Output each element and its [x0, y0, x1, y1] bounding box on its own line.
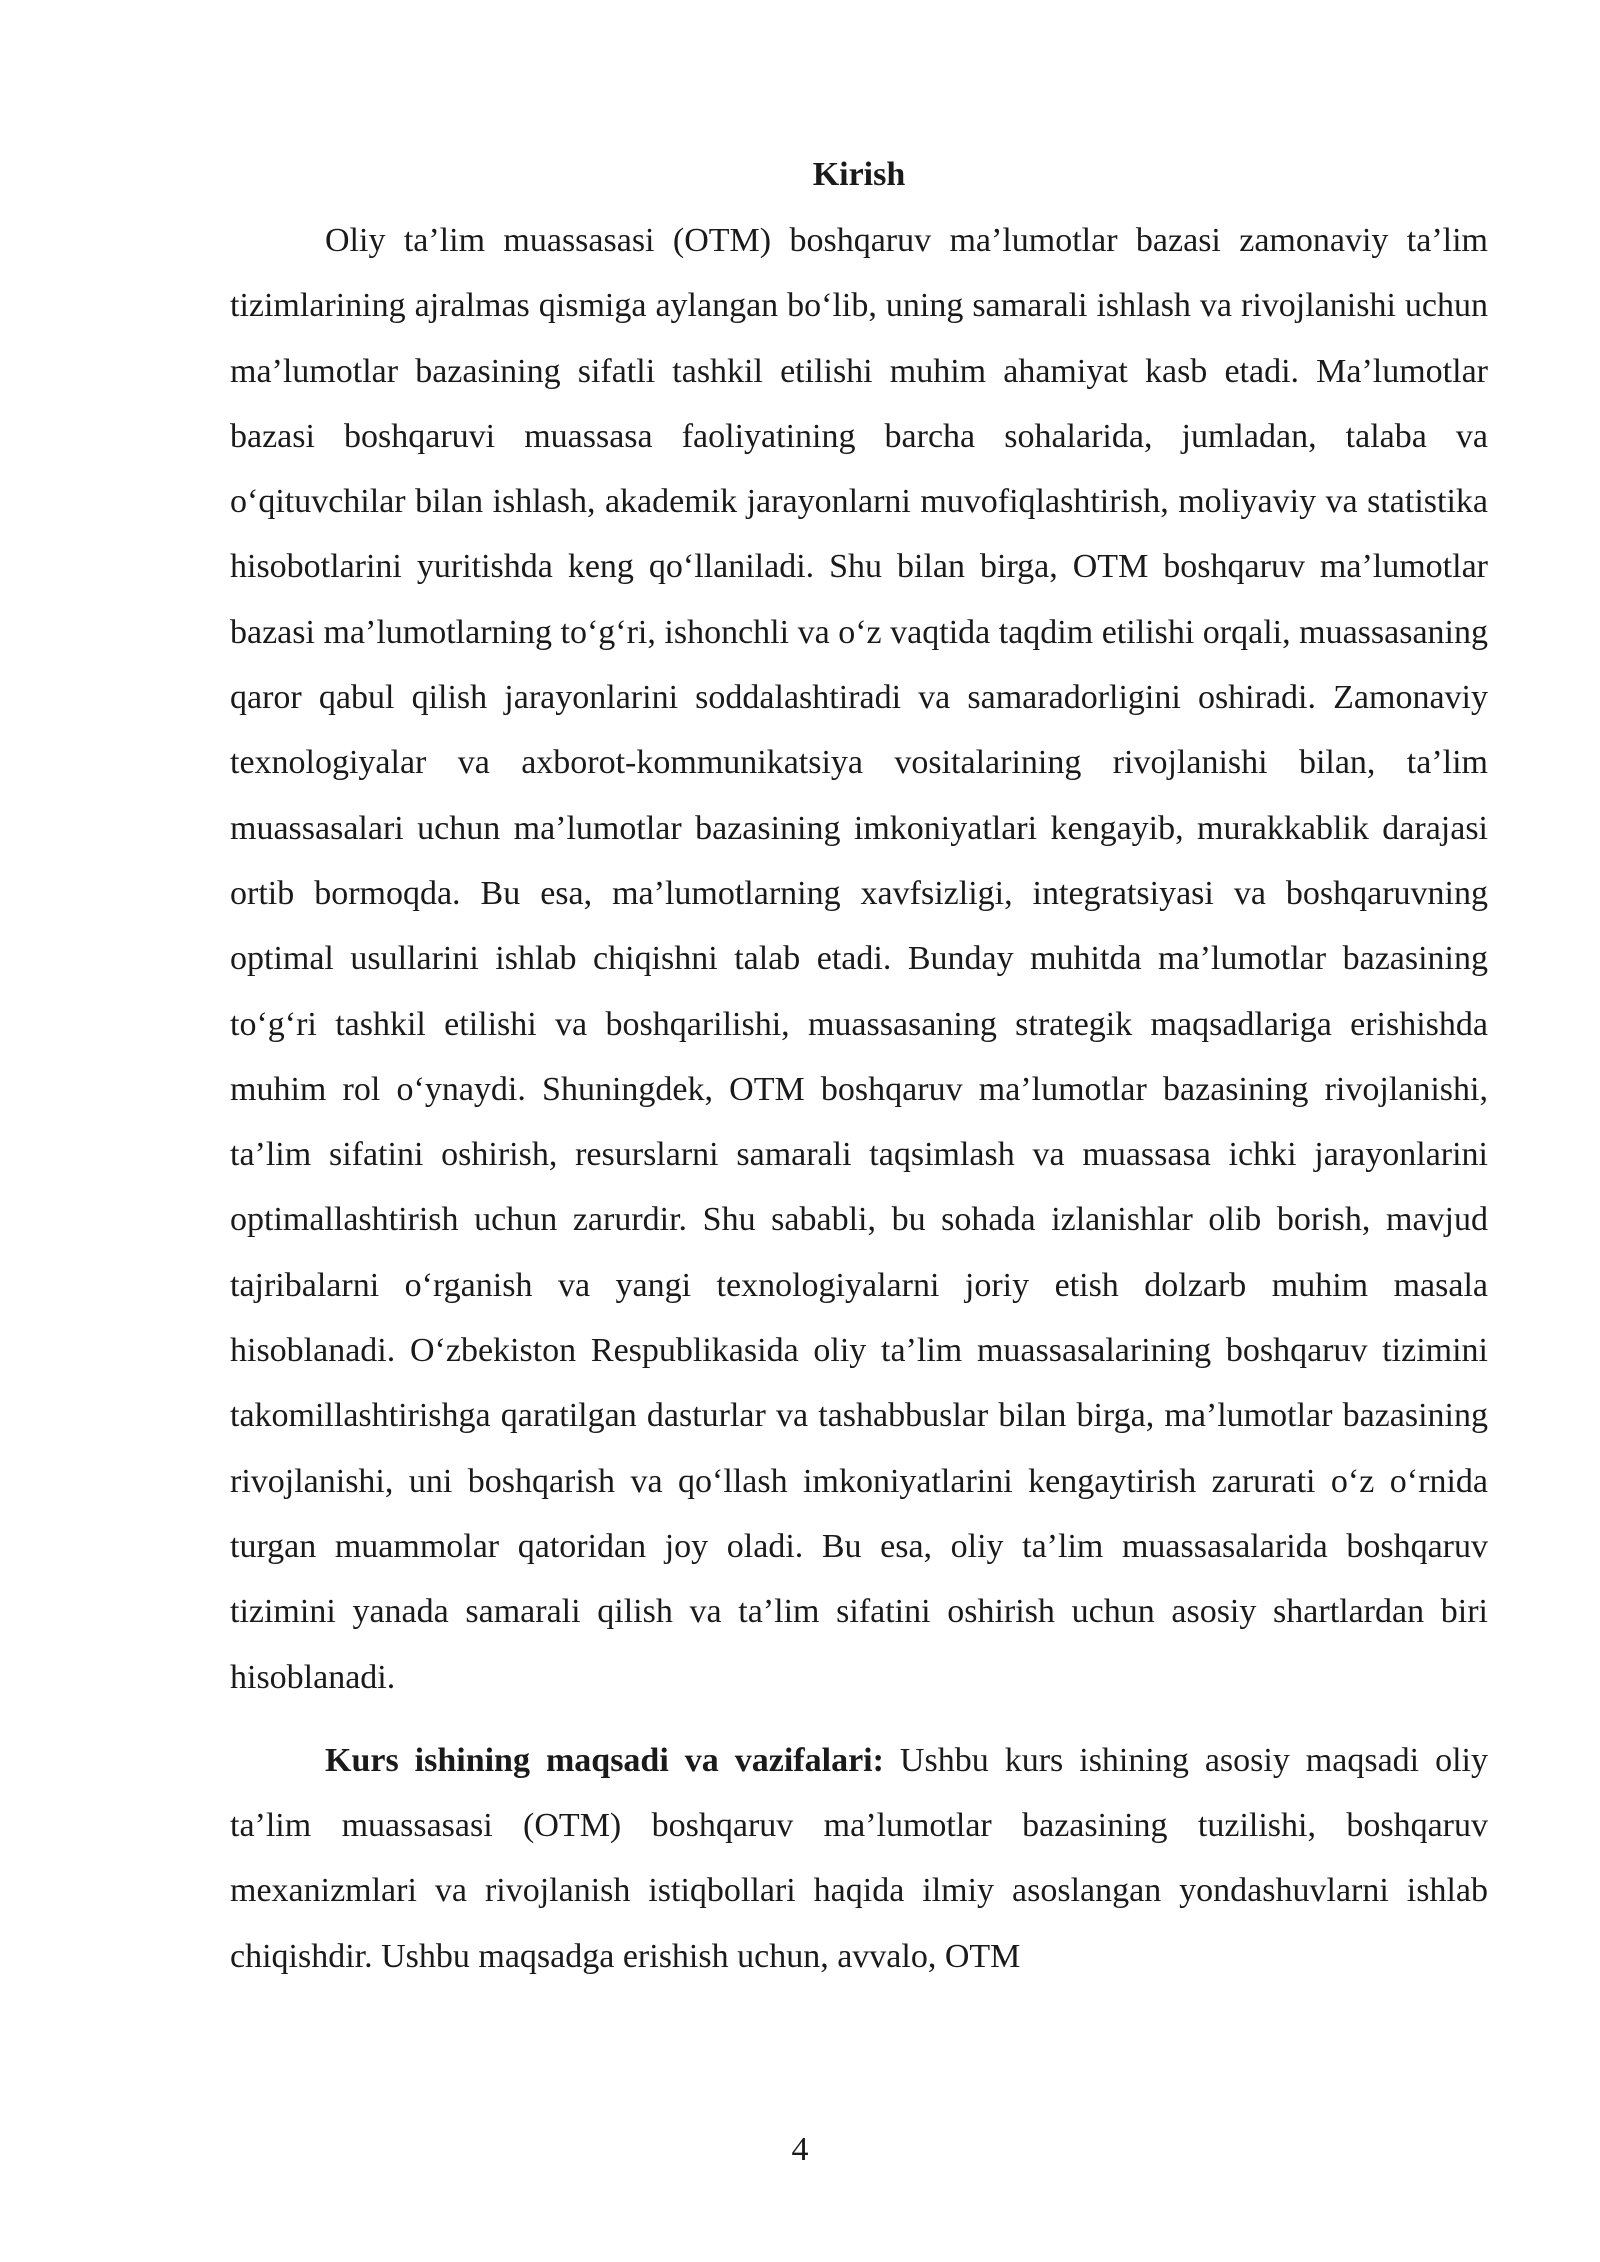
- goals-paragraph: [230, 1728, 1488, 1989]
- goals-paragraph-text: Ushbu kurs ishining asosiy maqsadi oliy ta’lim muassasasi (OTM) boshqaruv ma’lumotlar bazasining tuzilishi, boshqaruv mexanizmlari va rivojlanish istiqbollari haqida ilmiy asoslangan yondashuvlarni ishlab chiqishdir. Ushbu maqsadga erishish uchun, avvalo, OTM: [230, 1741, 1488, 1975]
- intro-paragraph-text: Oliy ta’lim muassasasi (OTM) boshqaruv ma’lumotlar bazasi zamonaviy ta’lim tizimlarining ajralmas qismiga aylangan bo‘lib, uning samarali ishlash va rivojlanishi uchun ma’lumotlar bazasining sifatli tashkil etilishi muhim ahamiyat kasb etadi. Ma’lumotlar bazasi boshqaruvi muassasa faoliyatining barcha sohalarida, jumladan, talaba va o‘qituvchilar bilan ishlash, akademik jarayonlarni muvofiqlashtirish, moliyaviy va statistika hisobotlarini yuritishda keng qo‘llaniladi. Shu bilan birga, OTM boshqaruv ma’lumotlar bazasi ma’lumotlarning to‘g‘ri, ishonchli va o‘z vaqtida taqdim etilishi orqali, muassasaning qaror qabul qilish jarayonlarini soddalashtiradi va samaradorligini oshiradi. Zamonaviy texnologiyalar va axborot-kommunikatsiya vositalarining rivojlanishi bilan, ta’lim muassasalari uchun ma’lumotlar bazasining imkoniyatlari kengayib, murakkablik darajasi ortib bormoqda. Bu esa, ma’lumotlarning xavfsizligi, integratsiyasi va boshqaruvning optimal usullarini ishlab chiqishni talab etadi. Bunday muhitda ma’lumotlar bazasining to‘g‘ri tashkil etilishi va boshqarilishi, muassasaning strategik maqsadlariga erishishda muhim rol o‘ynaydi. Shuningdek, OTM boshqaruv ma’lumotlar bazasining rivojlanishi, ta’lim sifatini oshirish, resurslarni samarali taqsimlash va muassasa ichki jarayonlarini optimallashtirish uchun zarurdir. Shu sababli, bu sohada izlanishlar olib borish, mavjud tajribalarni o‘rganish va yangi texnologiyalarni joriy etish dolzarb muhim masala hisoblanadi. O‘zbekiston Respublikasida oliy ta’lim muassasalarining boshqaruv tizimini takomillashtirishga qaratilgan dasturlar va tashabbuslar bilan birga, ma’lumotlar bazasining rivojlanishi, uni boshqarish va qo‘llash imkoniyatlarini kengaytirish zarurati o‘z o‘rnida turgan muammolar qatoridan joy oladi. Bu esa, oliy ta’lim muassasalarida boshqaruv tizimini yanada samarali qilish va ta’lim sifatini oshirish uchun asosiy shartlardan biri hisoblanadi.: [230, 222, 1488, 1696]
- page-content: [230, 150, 1488, 1989]
- intro-paragraph: [230, 208, 1488, 1710]
- goals-paragraph-lead: Kurs ishining maqsadi va vazifalari:: [325, 1741, 884, 1779]
- section-title: Kirish: [812, 156, 906, 193]
- page-number: 4: [791, 2131, 809, 2168]
